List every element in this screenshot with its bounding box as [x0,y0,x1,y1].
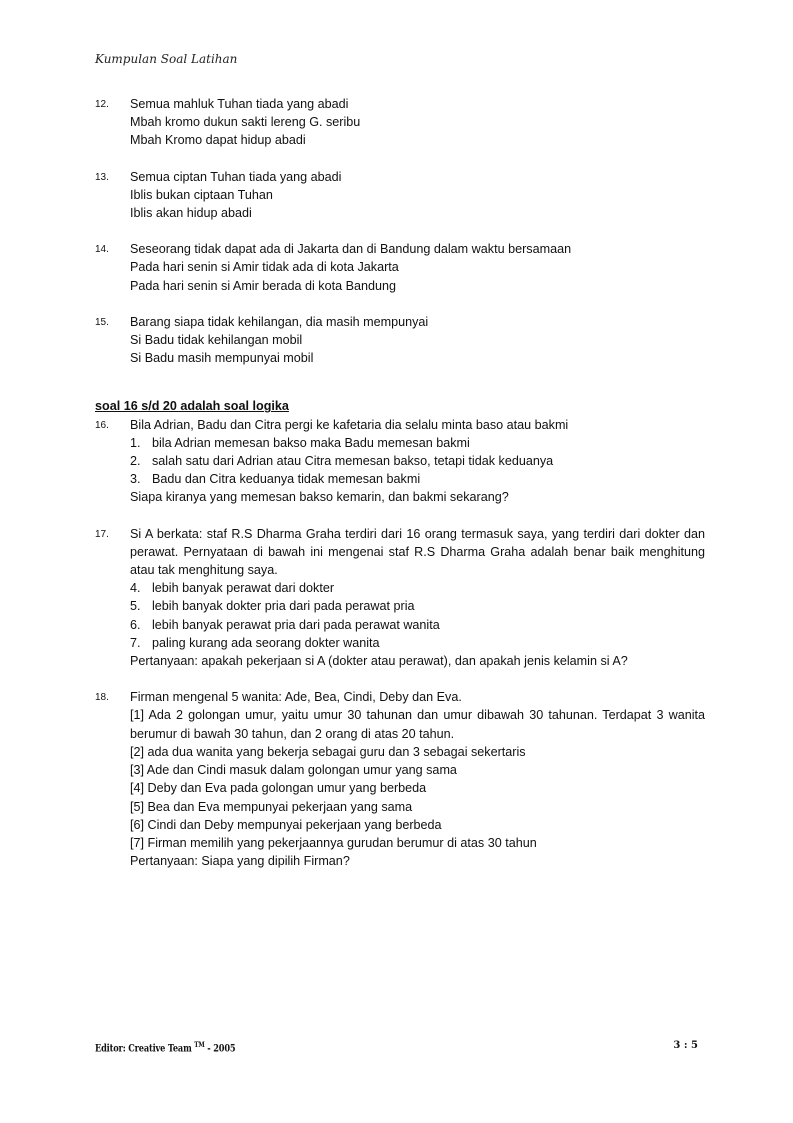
question-number: 16. [95,419,109,431]
question-line: Si Badu tidak kehilangan mobil [130,333,303,348]
question-15 [95,313,705,368]
question-number: 15. [95,316,109,328]
clue-item: [5] Bea dan Eva mempunyai pekerjaan yang sama [130,799,413,814]
question-12 [95,95,705,150]
clue-item: [1] Ada 2 golongan umur, yaitu umur 30 tahunan dan umur dibawah 30 tahunan. Terdapat 3 wanita berumur di bawah 30 tahun, dan 2 orang di atas 20 tahun. [130,708,705,741]
list-item-number: 7. [130,635,141,650]
clue-item: [4] Deby dan Eva pada golongan umur yang berbeda [130,781,427,796]
question-line: Mbah Kromo dapat hidup abadi [130,133,306,148]
page-header: Kumpulan Soal Latihan [95,52,238,66]
question-line: Iblis akan hidup abadi [130,206,252,221]
list-item [130,616,705,634]
list-item-number: 1. [130,435,141,450]
list-item [130,470,705,488]
question-line: Pada hari senin si Amir tidak ada di kota Jakarta [130,260,399,275]
list-item [130,579,705,597]
list-item [130,597,705,615]
question-number: 17. [95,528,109,540]
question-line: Seseorang tidak dapat ada di Jakarta dan di Bandung dalam waktu bersamaan [130,242,572,257]
list-item [130,452,705,470]
footer-editor [95,1040,235,1054]
question-number: 14. [95,244,109,256]
list-item [130,634,705,652]
list-item-text: lebih banyak dokter pria dari pada perawat pria [152,599,415,614]
list-item-number: 2. [130,454,141,469]
question-prompt: Siapa kiranya yang memesan bakso kemarin, dan bakmi sekarang? [130,490,509,505]
content-body [95,95,705,888]
question-13 [95,168,705,223]
question-line: Mbah kromo dukun sakti lereng G. seribu [130,115,361,130]
question-line: Barang siapa tidak kehilangan, dia masih mempunyai [130,314,429,329]
question-line: Pada hari senin si Amir berada di kota Bandung [130,278,397,293]
list-item-text: Badu dan Citra keduanya tidak memesan bakmi [152,472,421,487]
question-line: Si Badu masih mempunyai mobil [130,351,314,366]
question-intro: Si A berkata: staf R.S Dharma Graha terdiri dari 16 orang termasuk saya, yang terdiri dari dokter dan perawat. Pernyataan di bawah ini mengenai staf R.S Dharma Graha adalah benar baik menghitung atau tak menghitung saya. [130,526,705,578]
list-item-text: paling kurang ada seorang dokter wanita [152,635,380,650]
list-item-number: 3. [130,472,141,487]
list-item-text: salah satu dari Adrian atau Citra memesan bakso, tetapi tidak keduanya [152,454,554,469]
question-line: Iblis bukan ciptaan Tuhan [130,187,273,202]
question-intro: Bila Adrian, Badu dan Citra pergi ke kafetaria dia selalu minta baso atau bakmi [130,417,569,432]
list-item-text: bila Adrian memesan bakso maka Badu memesan bakmi [152,435,470,450]
question-prompt: Pertanyaan: Siapa yang dipilih Firman? [130,854,350,869]
question-17 [95,525,705,671]
clue-item: [3] Ade dan Cindi masuk dalam golongan umur yang sama [130,763,457,778]
question-number: 13. [95,171,109,183]
list-item-number: 4. [130,581,141,596]
list-item-number: 6. [130,617,141,632]
question-prompt: Pertanyaan: apakah pekerjaan si A (dokter atau perawat), dan apakah jenis kelamin si A? [130,654,628,669]
question-number: 18. [95,692,109,704]
clue-item: [6] Cindi dan Deby mempunyai pekerjaan yang berbeda [130,817,442,832]
list-item-number: 5. [130,599,141,614]
list-item-text: lebih banyak perawat pria dari pada perawat wanita [152,617,440,632]
section-title: soal 16 s/d 20 adalah soal logika [95,399,289,414]
question-14 [95,240,705,295]
list-item-text: lebih banyak perawat dari dokter [152,581,335,596]
trademark-mark: TM [194,1040,205,1049]
list-item [130,434,705,452]
question-18 [95,688,705,870]
footer-editor-text: Editor: Creative Team [95,1043,192,1055]
question-line: Semua ciptan Tuhan tiada yang abadi [130,169,342,184]
question-16 [95,416,705,507]
clue-item: [7] Firman memilih yang pekerjaannya gurudan berumur di atas 30 tahun [130,835,537,850]
question-line: Semua mahluk Tuhan tiada yang abadi [130,97,349,111]
question-intro: Firman mengenal 5 wanita: Ade, Bea, Cindi, Deby dan Eva. [130,690,462,705]
question-number: 12. [95,99,109,110]
clue-item: [2] ada dua wanita yang bekerja sebagai guru dan 3 sebagai sekertaris [130,744,526,759]
footer-year: - 2005 [204,1043,236,1055]
page-number: 3 : 5 [673,1040,698,1051]
